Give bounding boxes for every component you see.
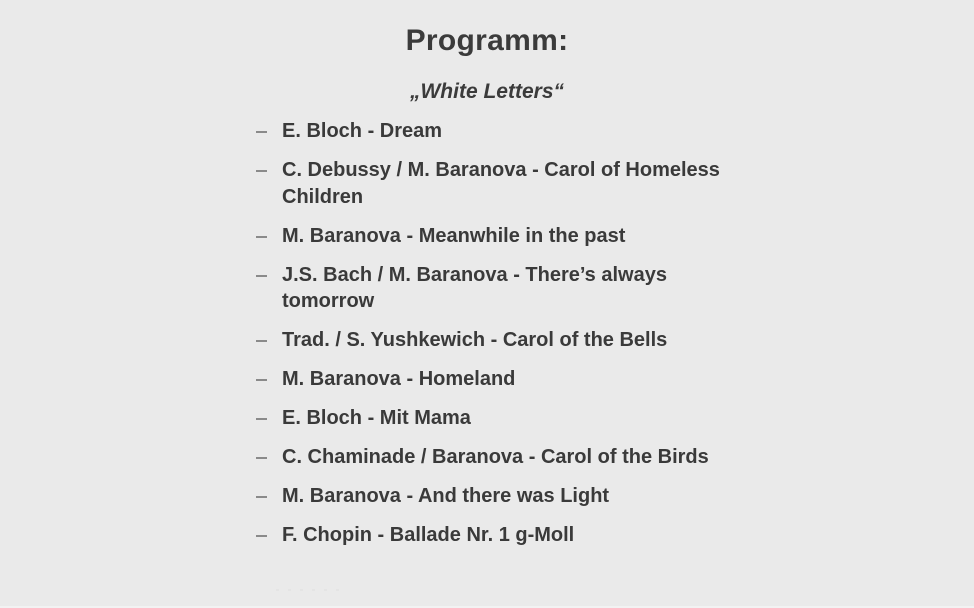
program-item-text: M. Baranova - And there was Light bbox=[282, 485, 610, 507]
program-item bbox=[256, 262, 726, 315]
dash-bullet-icon bbox=[256, 170, 267, 172]
program-item-text: E. Bloch - Mit Mama bbox=[282, 407, 471, 429]
program-item-text: C. Chaminade / Baranova - Carol of the Birds bbox=[282, 446, 709, 468]
dash-bullet-icon bbox=[256, 535, 267, 537]
dash-bullet-icon bbox=[256, 236, 267, 238]
program-item-text: F. Chopin - Ballade Nr. 1 g-Moll bbox=[282, 524, 575, 546]
dash-bullet-icon bbox=[256, 496, 267, 498]
program-item bbox=[256, 118, 726, 145]
program-item bbox=[256, 366, 726, 393]
page-title: Programm: bbox=[405, 24, 569, 57]
dash-bullet-icon bbox=[256, 131, 267, 133]
dash-bullet-icon bbox=[256, 379, 267, 381]
program-item-text: C. Debussy / M. Baranova - Carol of Homeless Children bbox=[282, 159, 720, 208]
dash-bullet-icon bbox=[256, 418, 267, 420]
program-list bbox=[256, 118, 726, 561]
program-item bbox=[256, 444, 726, 471]
program-item bbox=[256, 327, 726, 354]
program-item bbox=[256, 483, 726, 510]
program-item-text: E. Bloch - Dream bbox=[282, 120, 443, 142]
program-item-text: J.S. Bach / M. Baranova - There’s always tomorrow bbox=[282, 263, 667, 312]
program-item-text: Trad. / S. Yushkewich - Carol of the Bells bbox=[282, 329, 668, 351]
program-item bbox=[256, 223, 726, 250]
program-item bbox=[256, 405, 726, 432]
program-item-text: M. Baranova - Meanwhile in the past bbox=[282, 224, 626, 247]
dash-bullet-icon bbox=[256, 340, 267, 342]
dash-bullet-icon bbox=[256, 457, 267, 459]
program-item-text: M. Baranova - Homeland bbox=[282, 368, 516, 390]
cropped-text-trace bbox=[276, 589, 346, 591]
program-item bbox=[256, 522, 726, 549]
program-item bbox=[256, 157, 726, 210]
dash-bullet-icon bbox=[256, 275, 267, 277]
program-subtitle: „White Letters“ bbox=[409, 80, 564, 103]
